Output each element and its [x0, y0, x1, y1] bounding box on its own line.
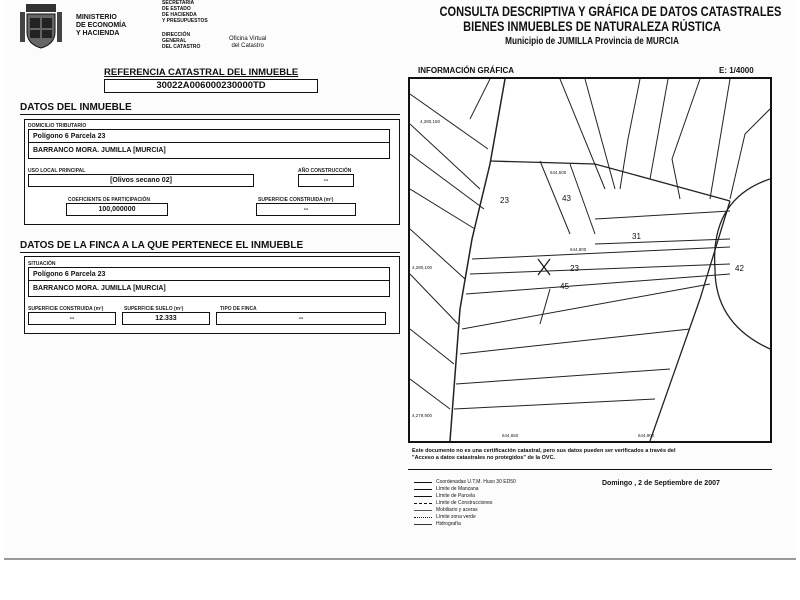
tipo-value: --	[298, 315, 304, 322]
coat-of-arms-icon	[18, 2, 64, 52]
secretaria-line: SECRETARÍA	[162, 0, 195, 6]
situacion-box	[28, 267, 390, 297]
inmueble-rule	[20, 114, 400, 115]
ministry-line3: Y HACIENDA	[76, 30, 120, 37]
parcel-line	[490, 161, 730, 201]
legend-line-icon	[414, 524, 432, 525]
legend-item-label: Límite de Parcela	[436, 493, 475, 499]
map-drawing	[410, 79, 770, 441]
parcel-label-31: 31	[632, 232, 641, 241]
legend-item	[414, 507, 534, 513]
parcel-line	[650, 201, 730, 441]
parcel-line	[472, 247, 730, 259]
domicilio-line2: BARRANCO MORA. JUMILLA [MURCIA]	[29, 142, 389, 154]
legend-item-label: Hidrografía	[436, 521, 461, 527]
legend-item-label: Límite zona verde	[436, 514, 476, 520]
parcel-label-43: 43	[562, 194, 571, 203]
parcel-line	[672, 79, 700, 199]
legend-item	[414, 493, 534, 499]
direccion-line: DIRECCIÓN	[162, 32, 191, 38]
parcel-line	[570, 164, 595, 234]
parcel-line	[410, 329, 454, 364]
direccion-block	[162, 32, 200, 50]
domicilio-line1: Polígono 6 Parcela 23	[33, 133, 106, 140]
legend-line-icon	[414, 482, 432, 483]
legend-line-icon	[414, 503, 432, 504]
legend-item	[414, 486, 534, 492]
parcel-marker-icon	[538, 259, 550, 275]
tipo-label: TIPO DE FINCA	[220, 306, 257, 312]
parcel-line	[710, 79, 730, 199]
sup-suelo-value: 12.333	[155, 315, 177, 322]
sup-const-label: SUPERFICIE CONSTRUIDA (m²)	[258, 197, 334, 203]
referencia-heading: REFERENCIA CATASTRAL DEL INMUEBLE	[104, 67, 299, 78]
sup-const-value: --	[303, 206, 309, 213]
legend-item	[414, 514, 534, 520]
parcel-line	[460, 329, 690, 354]
utm-label: 4,280,150	[420, 119, 441, 124]
legend-item	[414, 521, 534, 527]
direccion-line: DEL CATASTRO	[162, 44, 201, 50]
legend-item-label: Límite de Construcciones	[436, 500, 493, 506]
finca-sup-const-box	[28, 312, 116, 325]
title-line1: CONSULTA DESCRIPTIVA Y GRÁFICA DE DATOS CATASTRALES	[439, 4, 782, 19]
legend-line-icon	[414, 489, 432, 490]
utm-label: 4,280,100	[412, 265, 433, 270]
road-line	[450, 79, 505, 441]
parcel-line	[650, 79, 668, 179]
legend-item-label: Mobiliario y aceras	[436, 507, 478, 513]
cadastral-document	[4, 0, 796, 560]
parcel-line	[540, 289, 550, 324]
direccion-line: GENERAL	[162, 38, 187, 44]
title-line2: BIENES INMUEBLES DE NATURALEZA RÚSTICA	[463, 19, 721, 34]
cadastral-map[interactable]	[408, 77, 772, 443]
secretaria-line: DE ESTADO	[162, 6, 191, 12]
document-title	[406, 4, 782, 47]
utm-label: 644,800	[570, 247, 587, 252]
title-line3: Municipio de JUMILLA Provincia de MURCIA	[505, 36, 679, 47]
legend-line-icon	[414, 510, 432, 511]
ministry-line2: DE ECONOMÍA	[76, 22, 127, 29]
coef-label: COEFICIENTE DE PARTICIPACIÓN	[68, 197, 151, 203]
legend-utm-note: Coordenadas U.T.M. Huso 30 ED50	[436, 479, 516, 485]
parcel-line	[454, 399, 655, 409]
anio-box	[298, 174, 354, 187]
utm-label: 644,650	[502, 433, 519, 438]
ministry-line1: MINISTERIO	[76, 14, 117, 21]
parcel-label-45: 45	[560, 282, 569, 291]
document-date: Domingo , 2 de Septiembre de 2007	[602, 480, 720, 487]
utm-label: 644,900	[638, 433, 655, 438]
ministry-name	[76, 14, 126, 38]
coef-value: 100,000000	[98, 206, 136, 213]
parcel-line	[466, 274, 730, 294]
utm-label: 644,500	[550, 170, 567, 175]
oficina-virtual	[229, 36, 266, 50]
parcel-line	[410, 124, 480, 189]
anio-label: AÑO CONSTRUCCIÓN	[298, 168, 352, 174]
parcel-line	[410, 154, 484, 209]
secretaria-line: DE HACIENDA	[162, 12, 197, 18]
parcel-line	[560, 79, 605, 189]
uso-value: [Olivos secano 02]	[110, 177, 172, 184]
parcel-line	[730, 109, 770, 199]
parcel-line	[470, 79, 490, 119]
parcel-line	[595, 239, 730, 244]
legend-item	[414, 500, 534, 506]
sup-const-box	[256, 203, 356, 216]
sup-suelo-box	[122, 312, 210, 325]
secretaria-line: Y PRESUPUESTOS	[162, 18, 208, 24]
legend-utm	[414, 479, 534, 485]
legend-item-label: Límite de Manzana	[436, 486, 479, 492]
referencia-box	[104, 79, 318, 93]
secretaria-block	[162, 0, 208, 24]
parcel-line	[620, 79, 640, 189]
parcel-label-23b: 23	[570, 264, 579, 273]
parcel-line	[410, 379, 450, 409]
notice-line2: "Acceso a datos catastrales no protegidos" de la OVC.	[412, 455, 556, 461]
parcel-label-42: 42	[735, 264, 744, 273]
notice-rule	[408, 469, 772, 470]
finca-rule	[20, 252, 400, 253]
domicilio-label: DOMICILIO TRIBUTARIO	[28, 123, 87, 129]
parcel-line	[410, 229, 465, 279]
coef-box	[66, 203, 168, 216]
finca-sup-const-value: --	[69, 315, 75, 322]
utm-label: 4,279,900	[412, 413, 433, 418]
notice-line1: Este documento no es una certificación catastral, pero sus datos pueden ser verificados a través del	[412, 448, 676, 454]
legend-line-icon	[414, 496, 432, 497]
finca-heading: DATOS DE LA FINCA A LA QUE PERTENECE EL INMUEBLE	[20, 240, 304, 251]
situacion-line2: BARRANCO MORA. JUMILLA [MURCIA]	[29, 280, 389, 292]
oficina-line: del Catastro	[231, 43, 264, 49]
inmueble-heading: DATOS DEL INMUEBLE	[20, 102, 132, 113]
sup-suelo-label: SUPERFICIE SUELO (m²)	[124, 306, 184, 312]
anio-value: --	[323, 177, 329, 184]
verification-notice	[412, 448, 772, 462]
parcel-line	[470, 264, 730, 274]
map-heading: INFORMACIÓN GRÁFICA	[418, 66, 514, 75]
situacion-line1: Polígono 6 Parcela 23	[33, 271, 106, 278]
parcel-line	[462, 284, 710, 329]
situacion-label: SITUACIÓN	[28, 261, 56, 267]
referencia-value: 30022A006000230000TD	[156, 80, 266, 91]
map-scale: E: 1/4000	[719, 66, 754, 75]
parcel-line	[595, 211, 730, 219]
parcel-line	[585, 79, 615, 189]
parcel-label-23: 23	[500, 196, 509, 205]
domicilio-box	[28, 129, 390, 159]
tipo-box	[216, 312, 386, 325]
finca-sup-const-label: SUPERFICIE CONSTRUIDA (m²)	[28, 306, 104, 312]
parcel-line	[456, 369, 670, 384]
uso-label: USO LOCAL PRINCIPAL	[28, 168, 86, 174]
legend-line-icon	[414, 517, 432, 518]
map-legend	[414, 479, 534, 527]
parcel-line	[410, 274, 458, 324]
oficina-line: Oficina Virtual	[229, 36, 267, 42]
uso-box	[28, 174, 254, 187]
